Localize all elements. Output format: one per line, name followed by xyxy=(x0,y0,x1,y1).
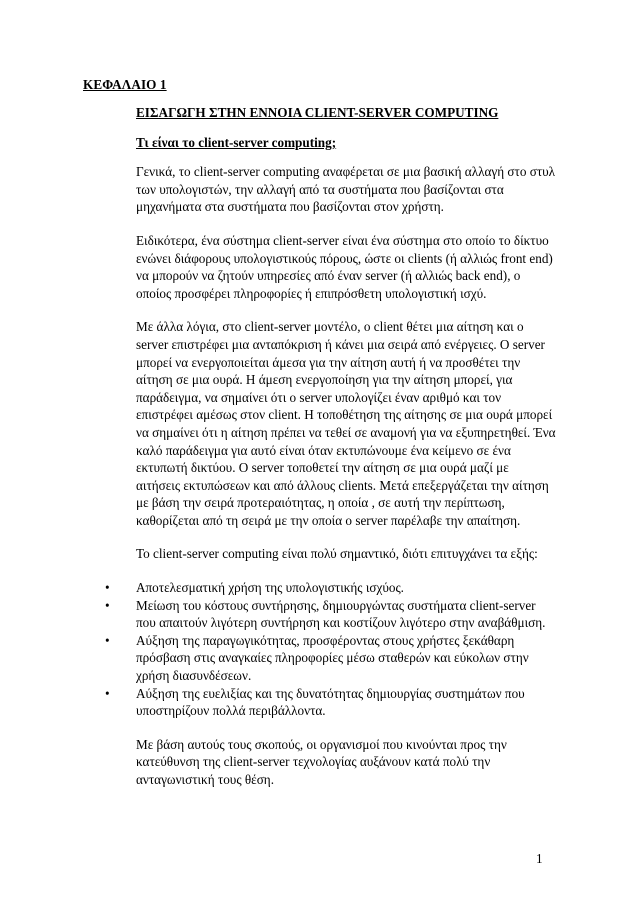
page-body xyxy=(105,104,556,805)
paragraph-benefits-intro: Το client-server computing είναι πολύ σημαντικό, διότι επιτυγχάνει τα εξής: xyxy=(136,546,538,562)
paragraph-definition: Ειδικότερα, ένα σύστημα client-server είναι ένα σύστημα στο οποίο το δίκτυο ενώνει διάφορους υπολογιστικούς πόρους, ώστε οι clients (ή αλλιώς front end) να μπορούν να ζητούν υπηρεσίες από έναν server (ή αλλιώς back end), ο οποίος προσφέρει πληροφορίες ή επιπρόσθετη υπολογιστική ισχύ. xyxy=(136,232,553,301)
list-item-text: Αύξηση της ευελιξίας και της δυνατότητας δημιουργίας συστημάτων που υποστηρίζουν πολλά περιβάλλοντα. xyxy=(136,685,525,719)
chapter-title: ΚΕΦΑΛΑΙΟ 1 xyxy=(83,77,167,92)
section-title: ΕΙΣΑΓΩΓΗ ΣΤΗΝ ΕΝΝΟΙΑ CLIENT-SERVER COMPUTING xyxy=(136,105,499,120)
benefits-list xyxy=(105,579,556,720)
list-item xyxy=(105,597,556,632)
paragraph-closing: Με βάση αυτούς τους σκοπούς, οι οργανισμοί που κινούνται προς την κατεύθυνση της client-server τεχνολογίας αυξάνουν κατά πολύ την ανταγωνιστική τους θέση. xyxy=(136,736,507,787)
list-item xyxy=(105,579,556,597)
bullet-icon: • xyxy=(105,597,110,613)
list-item-text: Αποτελεσματική χρήση της υπολογιστικής ισχύος. xyxy=(136,580,404,596)
subsection-title: Τι είναι το client-server computing; xyxy=(136,134,337,150)
paragraph-intro: Γενικά, το client-server computing αναφέρεται σε μια βασική αλλαγή στο στυλ των υπολογιστών, την αλλαγή από τα συστήματα που βασίζονται στα μηχανήματα στα συστήματα που βασίζονται στον χρήστη. xyxy=(136,164,556,215)
page-number: 1 xyxy=(536,851,543,866)
bullet-icon: • xyxy=(105,580,110,596)
list-item-text: Αύξηση της παραγωγικότητας, προσφέροντας στους χρήστες ξεκάθαρη πρόσβαση στις αναγκαίες πληροφορίες μέσω σταθερών και εύκολων στην χρήση διασυνδέσεων. xyxy=(136,632,529,684)
list-item xyxy=(105,685,556,720)
list-item xyxy=(105,632,556,685)
bullet-icon: • xyxy=(105,685,110,701)
list-item-text: Μείωση του κόστους συντήρησης, δημιουργώντας συστήματα client-server που απαιτούν λιγότερη συντήρηση και κοστίζουν λιγότερο στην αναβάθμιση. xyxy=(136,597,546,631)
bullet-icon: • xyxy=(105,632,110,648)
paragraph-model: Με άλλα λόγια, στο client-server μοντέλο, ο client θέτει μια αίτηση και ο server επιστρέφει μια ανταπόκριση ή κάνει μια σειρά από ενέργειες. Ο server μπορεί να ενεργοποιείται άμεσα για την αίτηση αυτή ή να προσθέτει την αίτηση σε μια ουρά. Η άμεση ενεργοποίηση για την αίτηση μπορεί, για παράδειγμα, να σημαίνει ότι ο server υπολογίζει έναν αριθμό και τον επιστρέφει αμέσως στον client. Η τοποθέτηση της αίτησης σε μια ουρά μπορεί να σημαίνει ότι η αίτηση πρέπει να τεθεί σε αναμονή για να εξυπηρετηθεί. Ένα καλό παράδειγμα για αυτό είναι όταν εκτυπώνουμε ένα κείμενο σε ένα εκτυπωτή δικτύου. Ο server τοποθετεί την αίτηση σε μια ουρά μαζί με αιτήσεις εκτυπώσεων και από άλλους clients. Μετά επεξεργάζεται την αίτηση με βάση την σειρά προτεραιότητας, η οποία , σε αυτή την περίπτωση, καθορίζεται από τη σειρά με την οποία ο server παρέλαβε την απαίτηση. xyxy=(136,319,556,528)
